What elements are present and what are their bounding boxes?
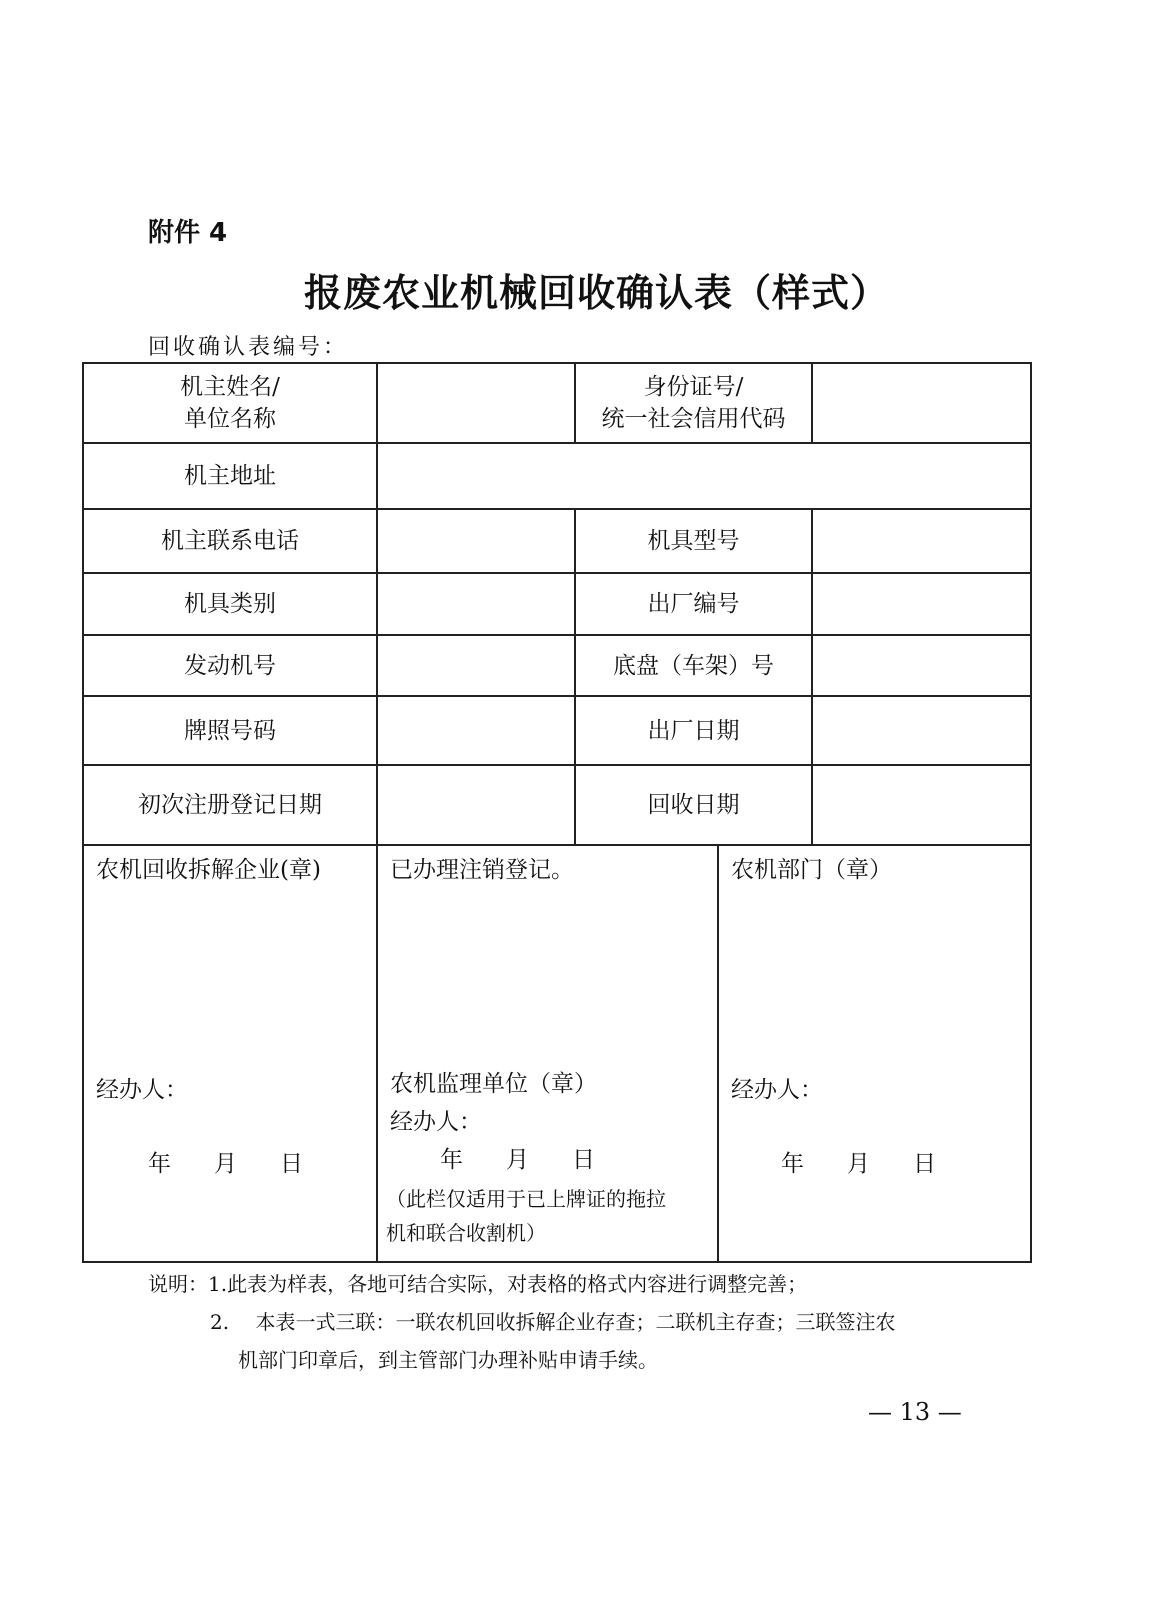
- owner-phone-field[interactable]: [377, 509, 575, 573]
- supervision-note-line1: （此栏仅适用于已上牌证的拖拉: [386, 1187, 666, 1211]
- dismantler-date-month: 月: [214, 1151, 237, 1177]
- supervision-date-month: 月: [506, 1147, 529, 1173]
- plate-number-label: 牌照号码: [83, 696, 377, 765]
- attachment-label: 附件 4: [148, 218, 228, 248]
- dismantler-signature-cell[interactable]: [83, 845, 377, 1262]
- form-notes: [148, 1265, 988, 1379]
- dismantler-date-year: 年: [148, 1151, 171, 1177]
- owner-name-line2: 单位名称: [184, 406, 276, 432]
- deregistration-statement: 已办理注销登记。: [390, 857, 574, 883]
- page-number: — 13 —: [868, 1398, 962, 1426]
- table-row: [83, 509, 1031, 573]
- table-row: [83, 363, 1031, 443]
- table-row: [83, 573, 1031, 635]
- factory-date-label: 出厂日期: [575, 696, 812, 765]
- note-2-line1: 2. 本表一式三联：一联农机回收拆解企业存查；二联机主存查；三联签注农: [210, 1310, 896, 1334]
- table-row: [83, 765, 1031, 845]
- machine-category-field[interactable]: [377, 573, 575, 635]
- owner-name-label: [83, 363, 377, 443]
- signature-row: [83, 845, 1031, 1262]
- id-number-field[interactable]: [812, 363, 1031, 443]
- agri-department-handler-label: 经办人：: [731, 1077, 823, 1103]
- supervision-note-line2: 机和联合收割机）: [386, 1221, 546, 1245]
- table-row: [83, 635, 1031, 696]
- recycle-date-label: 回收日期: [575, 765, 812, 845]
- plate-number-field[interactable]: [377, 696, 575, 765]
- supervision-date-day: 日: [572, 1147, 595, 1173]
- machine-model-field[interactable]: [812, 509, 1031, 573]
- engine-number-label: 发动机号: [83, 635, 377, 696]
- agri-department-date-year: 年: [781, 1151, 804, 1177]
- agri-department-date-day: 日: [913, 1151, 936, 1177]
- dismantler-handler-label: 经办人：: [96, 1077, 188, 1103]
- id-number-label: [575, 363, 812, 443]
- supervision-date-year: 年: [440, 1147, 463, 1173]
- factory-number-label: 出厂编号: [575, 573, 812, 635]
- owner-name-line1: 机主姓名/: [180, 374, 280, 400]
- first-register-date-label: 初次注册登记日期: [83, 765, 377, 845]
- engine-number-field[interactable]: [377, 635, 575, 696]
- machine-model-label: 机具型号: [575, 509, 812, 573]
- first-register-date-field[interactable]: [377, 765, 575, 845]
- machine-category-label: 机具类别: [83, 573, 377, 635]
- dismantler-date-day: 日: [280, 1151, 303, 1177]
- id-number-line1: 身份证号/: [643, 374, 744, 400]
- supervision-handler-label: 经办人：: [390, 1109, 482, 1135]
- table-row: [83, 696, 1031, 765]
- recycle-date-field[interactable]: [812, 765, 1031, 845]
- chassis-number-label: 底盘（车架）号: [575, 635, 812, 696]
- owner-name-field[interactable]: [377, 363, 575, 443]
- confirmation-form-table: [82, 362, 1032, 1263]
- note-2-line2: 机部门印章后，到主管部门办理补贴申请手续。: [238, 1348, 658, 1372]
- document-title: 报废农业机械回收确认表（样式）: [303, 271, 889, 315]
- dismantler-seal-label: 农机回收拆解企业(章): [96, 857, 321, 883]
- agri-department-signature-cell[interactable]: [718, 845, 1031, 1262]
- factory-date-field[interactable]: [812, 696, 1031, 765]
- id-number-line2: 统一社会信用代码: [601, 406, 786, 432]
- owner-phone-label: 机主联系电话: [83, 509, 377, 573]
- table-row: [83, 443, 1031, 509]
- agri-department-seal-label: 农机部门（章）: [731, 857, 892, 883]
- factory-number-field[interactable]: [812, 573, 1031, 635]
- note-1: 说明：1.此表为样表，各地可结合实际，对表格的格式内容进行调整完善；: [148, 1272, 808, 1296]
- deregistration-signature-cell[interactable]: [377, 845, 718, 1262]
- agri-department-date-month: 月: [847, 1151, 870, 1177]
- chassis-number-field[interactable]: [812, 635, 1031, 696]
- supervision-seal-label: 农机监理单位（章）: [390, 1071, 597, 1097]
- serial-number-label: 回收确认表编号：: [148, 335, 349, 360]
- owner-address-field[interactable]: [377, 443, 1031, 509]
- owner-address-label: 机主地址: [83, 443, 377, 509]
